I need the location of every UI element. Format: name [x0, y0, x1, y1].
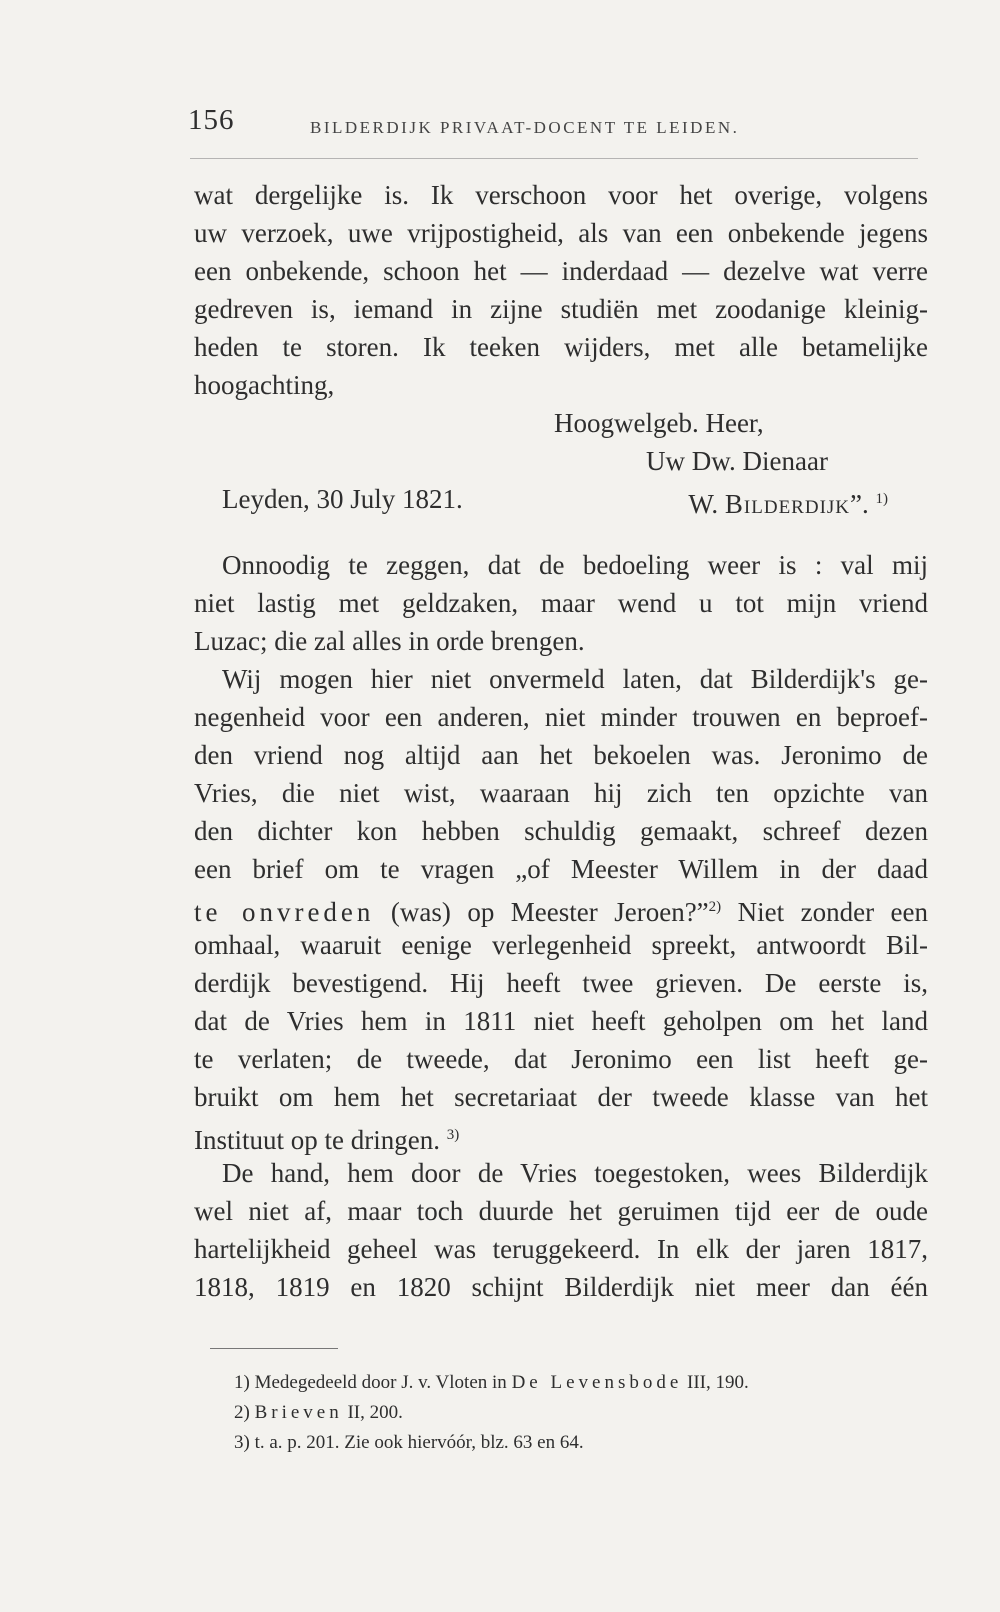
- text-line: wel niet af, maar toch duurde het geruimen tijd eer de oude: [194, 1196, 928, 1226]
- footnotes: [234, 1368, 934, 1458]
- letter-signature-row: [194, 480, 928, 518]
- signature-name: Bilderdijk: [724, 489, 851, 519]
- text-line: hoogachting,: [194, 370, 335, 400]
- text-line: Onnoodig te zeggen, dat de bedoeling weer is : val mij: [222, 550, 928, 580]
- footnote: 1) Medegedeeld door J. v. Vloten in De Levensbode III, 190.: [234, 1372, 749, 1393]
- header-rule: [190, 158, 918, 161]
- text-line: den vriend nog altijd aan het bekoelen was. Jeronimo de: [194, 740, 928, 770]
- paragraph-1: [194, 546, 928, 660]
- text-line: Vries, die niet wist, waaraan hij zich ten opzichte van: [194, 778, 928, 808]
- text-line: den dichter kon hebben schuldig gemaakt, schreef dezen: [194, 816, 928, 846]
- text-line: hartelijkheid geheel was teruggekeerd. In elk der jaren 1817,: [194, 1234, 928, 1264]
- text-line: 1818, 1819 en 1820 schijnt Bilderdijk niet meer dan één: [194, 1272, 928, 1302]
- text-line: derdijk bevestigend. Hij heeft twee grieven. De eerste is,: [194, 968, 928, 998]
- footnote-ref: 3): [446, 1127, 460, 1143]
- letter-excerpt: [194, 176, 928, 518]
- text-line: Wij mogen hier niet onvermeld laten, dat Bilderdijk's ge-: [222, 664, 928, 694]
- text-line: heden te storen. Ik teeken wijders, met alle betamelijke: [194, 332, 928, 362]
- letter-salutation: Hoogwelgeb. Heer,: [554, 408, 764, 438]
- body-text: [194, 176, 928, 1306]
- letter-closing: Uw Dw. Dienaar: [646, 446, 828, 476]
- page-number: 156: [188, 104, 235, 136]
- emphasis-spaced: te onvreden: [194, 897, 375, 927]
- text-line: bruikt om hem het secretariaat der tweede klasse van het: [194, 1082, 928, 1112]
- text-line: een brief om te vragen „of Meester Willem in der daad: [194, 854, 928, 884]
- text-line: te verlaten; de tweede, dat Jeronimo een list heeft ge-: [194, 1044, 928, 1074]
- footnote-ref: 2): [708, 899, 722, 915]
- footnote-rule: [210, 1348, 338, 1349]
- text-line: uw verzoek, uwe vrijpostigheid, als van een onbekende jegens: [194, 218, 928, 248]
- footnote: 3) t. a. p. 201. Zie ook hiervóór, blz. 63 en 64.: [234, 1432, 584, 1453]
- paragraph-3: [194, 1154, 928, 1306]
- text-line: wat dergelijke is. Ik verschoon voor het overige, volgens: [194, 180, 928, 210]
- signature-initial: W.: [688, 489, 719, 519]
- text-line: omhaal, waaruit eenige verlegenheid spreekt, antwoordt Bil-: [194, 930, 928, 960]
- text-line: gedreven is, iemand in zijne studiën met zoodanige kleinig-: [194, 294, 928, 324]
- text-line: te onvreden (was) op Meester Jeroen?”$^{2)}$ Niet zonder een: [194, 897, 928, 927]
- running-head: BILDERDIJK PRIVAAT-DOCENT TE LEIDEN.: [310, 118, 740, 137]
- footnote: 2) Brieven II, 200.: [234, 1402, 403, 1423]
- text-line: niet lastig met geldzaken, maar wend u tot mijn vriend: [194, 588, 928, 618]
- page-header: [188, 104, 928, 144]
- text-line: een onbekende, schoon het — inderdaad — dezelve wat verre: [194, 256, 928, 286]
- text-line: dat de Vries hem in 1811 niet heeft geholpen om het land: [194, 1006, 928, 1036]
- letter-signature: [688, 480, 888, 518]
- text-line: Luzac; die zal alles in orde brengen.: [194, 626, 585, 656]
- text-line: negenheid voor een anderen, niet minder trouwen en beproef-: [194, 702, 928, 732]
- paragraph-2: [194, 660, 928, 1154]
- text-line: Instituut op te dringen. $^{3)}$: [194, 1125, 460, 1155]
- letter-place-date: Leyden, 30 July 1821.: [222, 484, 463, 514]
- signature-end: ”.: [850, 489, 869, 519]
- footnote-ref: 1): [875, 491, 888, 507]
- text-line: De hand, hem door de Vries toegestoken, wees Bilderdijk: [222, 1158, 928, 1188]
